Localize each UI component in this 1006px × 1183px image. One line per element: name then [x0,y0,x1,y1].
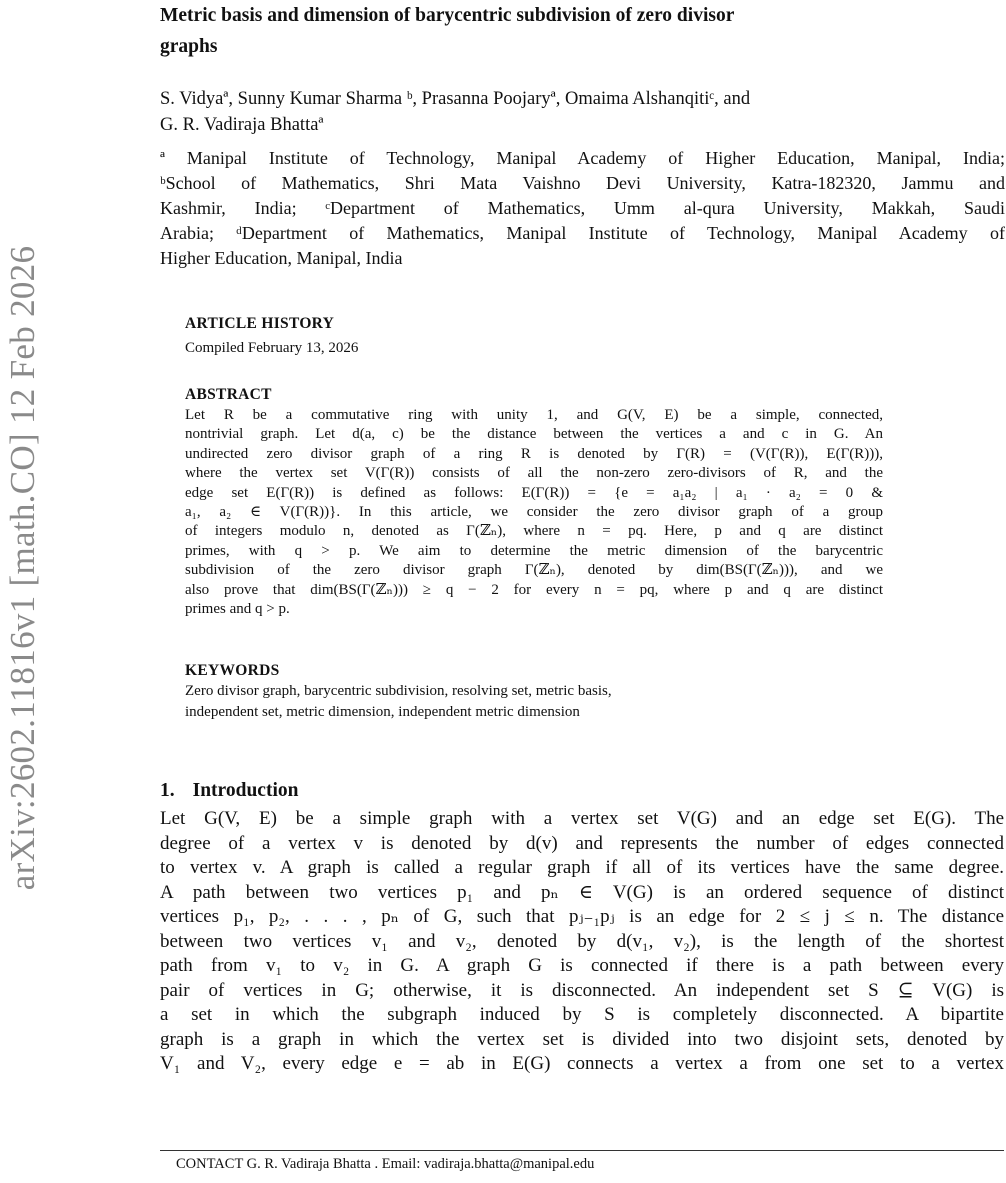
section-heading-introduction [160,780,316,802]
text-line: edge set E(Γ(R)) is defined as follows: E(Γ(R)) = {e = a₁a₂ | a₁ · a₂ = 0 & [185,484,883,501]
introduction-body [160,807,1004,1077]
text-line: Let G(V, E) be a simple graph with a vertex set V(G) and an edge set E(G). The [160,808,1004,829]
text-line: to vertex v. A graph is called a regular graph if all of its vertices have the same degree. [160,857,1004,878]
keywords-line: independent set, metric dimension, independent metric dimension [185,704,580,720]
text-line: a set in which the subgraph induced by S is completely disconnected. A bipartite [160,1004,1004,1025]
affiliation-line: Kashmir, India; ᶜDepartment of Mathematics, Umm al-qura University, Makkah, Saudi [160,198,1005,218]
affiliations [160,146,1005,271]
text-line: a₁, a₂ ∈ V(Γ(R))}. In this article, we consider the zero divisor graph of a group [185,504,883,521]
text-line: subdivision of the zero divisor graph Γ(ℤₙ), denoted by dim(BS(Γ(ℤₙ))), and we [185,562,883,579]
text-line: nontrivial graph. Let d(a, c) be the distance between the vertices a and c in G. An [185,426,883,443]
text-line: of integers modulo n, denoted as Γ(ℤₙ), where n = pq. Here, p and q are distinct [185,523,883,540]
text-line: Let R be a commutative ring with unity 1, and G(V, E) be a simple, connected, [185,407,883,423]
text-line: path from v₁ to v₂ in G. A graph G is connected if there is a path between every [160,955,1004,976]
abstract [185,384,883,619]
section-title: Introduction [192,780,299,801]
text-line: also prove that dim(BS(Γ(ℤₙ))) ≥ q − 2 for every n = pq, where p and q are distinct [185,581,883,598]
paper-title [160,0,980,62]
text-line: V₁ and V₂, every edge e = ab in E(G) connects a vertex a from one set to a vertex [160,1053,1004,1074]
text-line: primes and q > p. [185,601,290,618]
keywords-line: Zero divisor graph, barycentric subdivision, resolving set, metric basis, [185,683,612,699]
affiliation-line: Higher Education, Manipal, India [160,248,403,268]
text-line: vertices p₁, p₂, . . . , pₙ of G, such that pⱼ₋₁pⱼ is an edge for 2 ≤ j ≤ n. The distance [160,906,1004,927]
history-heading: ARTICLE HISTORY [185,315,335,332]
title-line: Metric basis and dimension of barycentric subdivision of zero divisor [160,5,735,26]
title-line: graphs [160,36,218,57]
author-line: S. Vidyaª, Sunny Kumar Sharma ᵇ, Prasanna Poojaryª, Omaima Alshanqitiᶜ, and [160,89,751,109]
arxiv-stamp: arXiv:2602.11816v1 [math.CO] 12 Feb 2026 [3,245,42,891]
text-line: primes, with q > p. We aim to determine the metric dimension of the barycentric [185,542,883,559]
text-line: A path between two vertices p₁ and pₙ ∈ V(G) is an ordered sequence of distinct [160,881,1004,903]
text-line: pair of vertices in G; otherwise, it is disconnected. An independent set S ⊆ V(G) is [160,979,1004,1001]
section-number: 1. [160,780,175,801]
text-line: graph is a graph in which the vertex set is divided into two disjoint sets, denoted by [160,1028,1004,1050]
keywords-heading: KEYWORDS [185,662,280,679]
compiled-date: Compiled February 13, 2026 [185,340,359,356]
affiliation-line: ª Manipal Institute of Technology, Manipal Academy of Higher Education, Manipal, India; [160,148,1005,168]
abstract-body [185,406,883,619]
footnote-rule [160,1150,1004,1151]
text-line: undirected zero divisor graph of a ring R is denoted by Γ(R) = (V(Γ(R)), E(Γ(R))), [185,445,883,462]
keywords [185,660,883,723]
text-line: between two vertices v₁ and v₂, denoted by d(v₁, v₂), is the length of the shortest [160,930,1004,952]
abstract-heading: ABSTRACT [185,386,272,403]
affiliation-line: ᵇSchool of Mathematics, Shri Mata Vaishno Devi University, Katra-182320, Jammu and [160,173,1005,193]
authors [160,86,990,138]
text-line: where the vertex set V(Γ(R)) consists of all the non-zero zero-divisors of R, and the [185,465,883,482]
affiliation-line: Arabia; ᵈDepartment of Mathematics, Manipal Institute of Technology, Manipal Academy of [160,223,1005,243]
author-line: G. R. Vadiraja Bhattaª [160,115,324,135]
contact-footnote: CONTACT G. R. Vadiraja Bhatta . Email: vadiraja.bhatta@manipal.edu [176,1156,595,1172]
article-history [185,312,358,360]
text-line: degree of a vertex v is denoted by d(v) and represents the number of edges connected [160,832,1004,854]
